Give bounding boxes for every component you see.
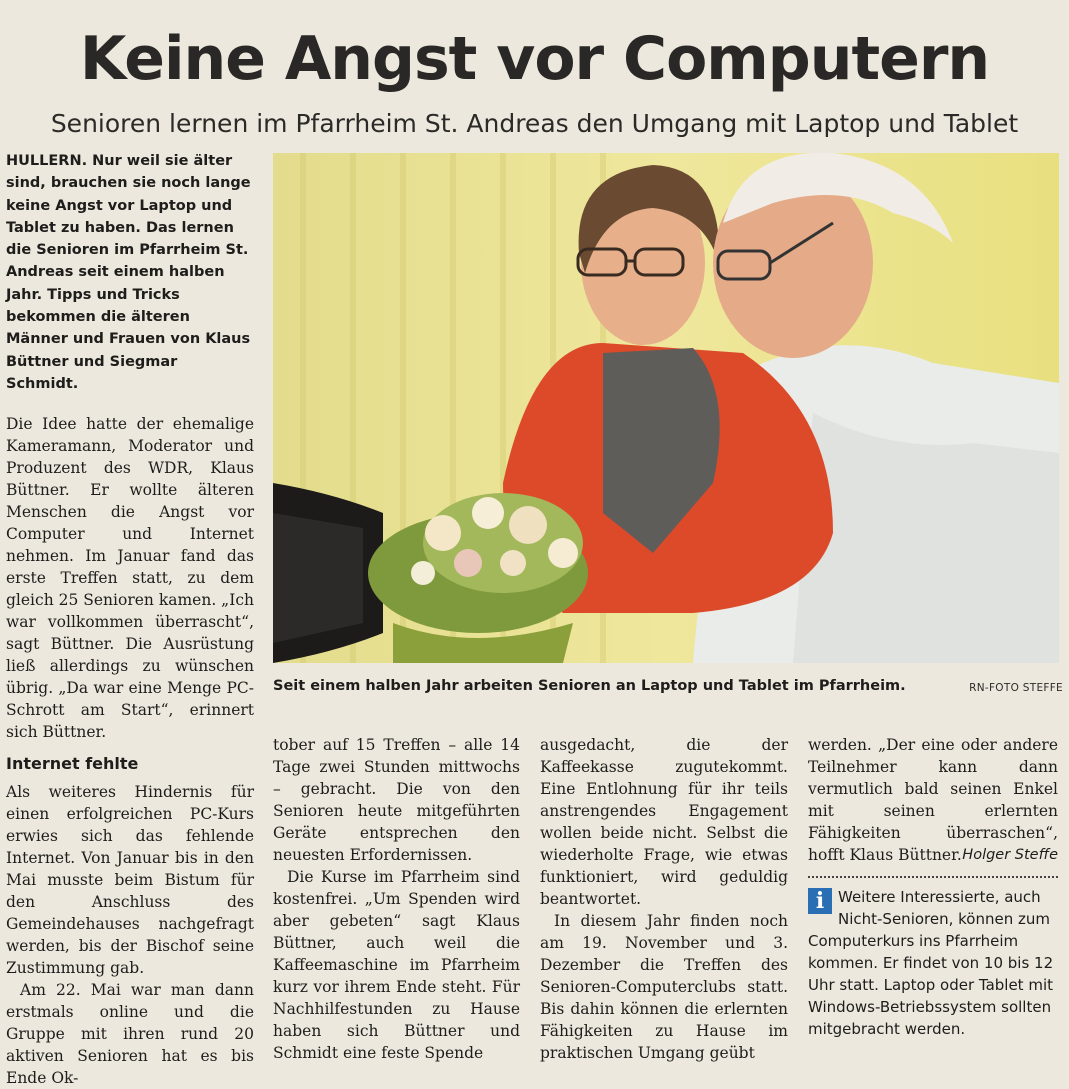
paragraph-text: werden. „Der eine oder andere Teilnehmer kann dann vermutlich bald seinen Enkel mit seinen erlernten Fähigkeiten überraschen“, hofft Klaus Büttner.: [808, 736, 1058, 864]
author-name: Holger Steffe: [962, 847, 1058, 863]
subheadline: Senioren lernen im Pfarrheim St. Andreas den Umgang mit Laptop und Tablet: [50, 109, 1019, 138]
column-2: [273, 734, 520, 1064]
article-photo: [273, 153, 1059, 663]
subheading: Internet fehlte: [6, 754, 139, 774]
paragraph: Am 22. Mai war man dann erstmals online und die Gruppe mit ihren rund 20 aktiven Senioren hat es bis Ende Ok-: [6, 981, 254, 1088]
paragraph: ausgedacht, die der Kaffeekasse zugutekommt. Eine Entlohnung für ihr teils anstrengendes Engagement wollen beide nicht. Selbst die wiederholte Frage, wie etwas funktioniert, wird geduldig beantwortet.: [540, 736, 788, 908]
paragraph: [808, 734, 1058, 866]
photo-caption: [273, 676, 1063, 696]
caption-text: Seit einem halben Jahr arbeiten Senioren an Laptop und Tablet im Pfarrheim.: [273, 678, 906, 694]
info-box: [808, 886, 1058, 1040]
info-icon: i: [808, 888, 832, 914]
photo-seniors-at-laptop: [273, 153, 1059, 663]
headline: Keine Angst vor Computern: [79, 24, 990, 94]
column-1: [6, 150, 254, 1089]
divider: [808, 876, 1058, 878]
paragraph: In diesem Jahr finden noch am 19. November und 3. Dezember die Treffen des Senioren-Computerclubs statt. Bis dahin können die erlernten Fähigkeiten zu Hause im praktischen Umgang geübt: [540, 912, 788, 1062]
photo-credit: RN-FOTO STEFFE: [969, 682, 1063, 694]
paragraph: Die Kurse im Pfarrheim sind kostenfrei. „Um Spenden wird aber gebeten“ sagt Klaus Büttner, auch weil die Kaffeemaschine im Pfarrheim kurz vor ihrem Ende steht. Für Nachhilfestunden zu Hause haben sich Büttner und Schmidt eine feste Spende: [273, 868, 520, 1062]
column-4: [808, 734, 1058, 1040]
paragraph: tober auf 15 Treffen – alle 14 Tage zwei Stunden mittwochs – gebracht. Die von den Senioren heute mitgeführten Geräte entsprechen den neuesten Erfordernissen.: [273, 736, 520, 864]
info-text: Weitere Interessierte, auch Nicht-Senioren, können zum Computerkurs ins Pfarrheim kommen. Er findet von 10 bis 12 Uhr statt. Laptop oder Tablet mit Windows-Betriebssystem sollten mitgebracht werden.: [808, 888, 1054, 1038]
lead-paragraph: HULLERN. Nur weil sie älter sind, brauchen sie noch lange keine Angst vor Laptop und Tablet zu haben. Das lernen die Senioren im Pfarrheim St. Andreas seit einem halben Jahr. Tipps und Tricks bekommen die älteren Männer und Frauen von Klaus Büttner und Siegmar Schmidt.: [6, 153, 251, 392]
paragraph: Als weiteres Hindernis für einen erfolgreichen PC-Kurs erwies sich das fehlende Internet. Von Januar bis in den Mai musste beim Bistum für den Anschluss des Gemeindehauses nachgefragt werden, bis der Bischof seine Zustimmung gab.: [6, 783, 254, 978]
paragraph: Die Idee hatte der ehemalige Kameramann, Moderator und Produzent des WDR, Klaus Büttner. Er wollte älteren Menschen die Angst vor Computer und Internet nehmen. Im Januar fand das erste Treffen statt, zu dem gleich 25 Senioren kamen. „Ich war vollkommen überrascht“, sagt Büttner. Die Ausrüstung ließ allerdings zu wünschen übrig. „Da war eine Menge PC-Schrott am Start“, erinnert sich Büttner.: [6, 415, 254, 742]
column-3: [540, 734, 788, 1064]
